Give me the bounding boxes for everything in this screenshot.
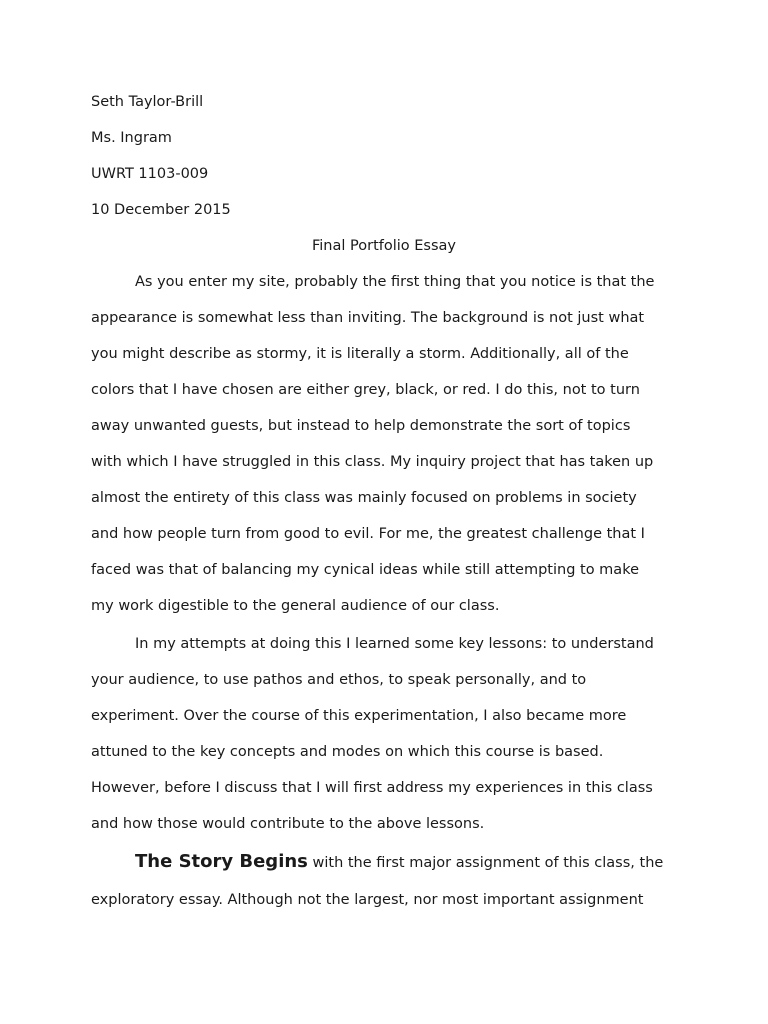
instructor-name: Ms. Ingram [91, 130, 172, 146]
paragraph-1-line: with which I have struggled in this class. My inquiry project that has taken up [91, 454, 654, 470]
paragraph-2-line: your audience, to use pathos and ethos, to speak personally, and to [91, 672, 587, 688]
essay-date: 10 December 2015 [91, 202, 231, 218]
essay-title: Final Portfolio Essay [311, 238, 457, 254]
paragraph-2-line: In my attempts at doing this I learned some key lessons: to understand [135, 636, 654, 652]
course-code: UWRT 1103-009 [91, 166, 209, 182]
author-name: Seth Taylor-Brill [91, 94, 204, 110]
paragraph-3-line: exploratory essay. Although not the largest, nor most important assignment [91, 892, 644, 908]
paragraph-1-line: away unwanted guests, but instead to help demonstrate the sort of topics [91, 418, 631, 434]
paragraph-1-line: almost the entirety of this class was mainly focused on problems in society [91, 490, 637, 506]
section-heading: The Story Begins [135, 851, 308, 872]
paragraph-1-line: As you enter my site, probably the first thing that you notice is that the [135, 274, 655, 290]
paragraph-2-line: experiment. Over the course of this experimentation, I also became more [91, 708, 627, 724]
paragraph-2-line: However, before I discuss that I will first address my experiences in this class [91, 780, 653, 796]
paragraph-3-first-line [135, 852, 663, 873]
paragraph-1-line: and how people turn from good to evil. For me, the greatest challenge that I [91, 526, 645, 542]
paragraph-1-line: faced was that of balancing my cynical ideas while still attempting to make [91, 562, 639, 578]
paragraph-1-line: appearance is somewhat less than inviting. The background is not just what [91, 310, 645, 326]
paragraph-2-line: attuned to the key concepts and modes on which this course is based. [91, 744, 604, 760]
paragraph-3-first-line-text: with the first major assignment of this class, the [307, 855, 664, 871]
paragraph-1-line: you might describe as stormy, it is literally a storm. Additionally, all of the [91, 346, 629, 362]
paragraph-1-line: colors that I have chosen are either grey, black, or red. I do this, not to turn [91, 382, 640, 398]
paragraph-2-line: and how those would contribute to the above lessons. [91, 816, 485, 832]
paragraph-1-line: my work digestible to the general audience of our class. [91, 598, 500, 614]
